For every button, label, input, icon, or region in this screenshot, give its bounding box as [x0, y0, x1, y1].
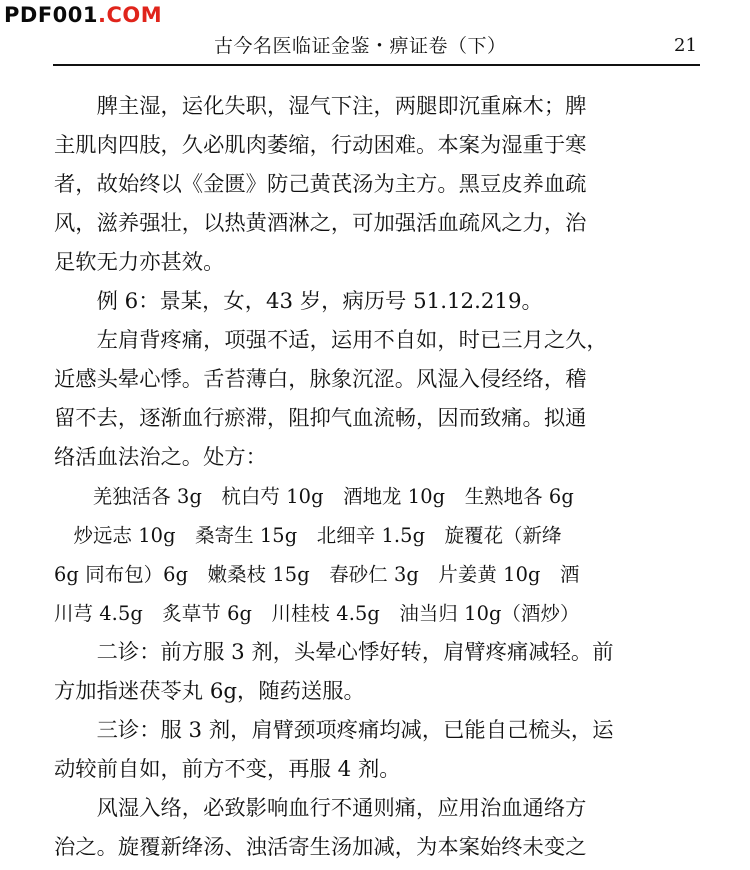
watermark-text-main: PDF001: [4, 3, 99, 27]
prescription-line: 炒远志 10g 桑寄生 15g 北细辛 1.5g 旋覆花（新绛: [54, 524, 562, 547]
header-rule: [53, 64, 700, 66]
text-line: 治之。旋覆新绛汤、浊活寄生汤加减，为本案始终未变之: [54, 835, 587, 860]
text-line: 主肌肉四肢，久必肌肉萎缩，行动困难。本案为湿重于寒: [54, 133, 587, 158]
text-line: 脾主湿，运化失职，湿气下注，两腿即沉重麻木；脾: [96, 94, 587, 119]
case-heading: 例 6：景某，女，43 岁，病历号 51.12.219。: [96, 289, 543, 314]
watermark-text-domain: .COM: [98, 3, 163, 27]
text-line: 络活血法治之。处方：: [54, 445, 267, 470]
text-line: 者，故始终以《金匮》防己黄芪汤为主方。黑豆皮养血疏: [54, 172, 587, 197]
text-line: 左肩背疼痛，项强不适，运用不自如，时已三月之久，: [96, 328, 608, 353]
text-line: 近感头晕心悸。舌苔薄白，脉象沉涩。风湿入侵经络，稽: [54, 367, 587, 392]
prescription-line: 川芎 4.5g 炙草节 6g 川桂枝 4.5g 油当归 10g（酒炒）: [54, 602, 580, 625]
text-line: 留不去，逐渐血行瘀滞，阻抑气血流畅，因而致痛。拟通: [54, 406, 587, 431]
text-line: 动较前自如，前方不变，再服 4 剂。: [54, 757, 401, 782]
prescription-line: 6g 同布包）6g 嫩桑枝 15g 春砂仁 3g 片姜黄 10g 酒: [54, 563, 580, 586]
text-line: 风，滋养强壮，以热黄酒淋之，可加强活血疏风之力，治: [54, 211, 587, 236]
page-number: 21: [674, 35, 697, 56]
text-line: 二诊：前方服 3 剂，头晕心悸好转，肩臂疼痛减轻。前: [96, 640, 614, 665]
text-line: 方加指迷茯苓丸 6g，随药送服。: [54, 679, 365, 704]
watermark-logo: [4, 3, 162, 27]
text-line: 足软无力亦甚效。: [54, 250, 225, 275]
running-title: 古今名医临证金鉴・痹证卷（下）: [214, 35, 507, 57]
text-line: 三诊：服 3 剂，肩臂颈项疼痛均减，已能自己梳头，运: [96, 718, 614, 743]
text-line: 风湿入络，必致影响血行不通则痛，应用治血通络方: [96, 796, 587, 821]
body-text: [54, 87, 698, 867]
prescription-line: 羌独活各 3g 杭白芍 10g 酒地龙 10g 生熟地各 6g: [92, 485, 574, 508]
